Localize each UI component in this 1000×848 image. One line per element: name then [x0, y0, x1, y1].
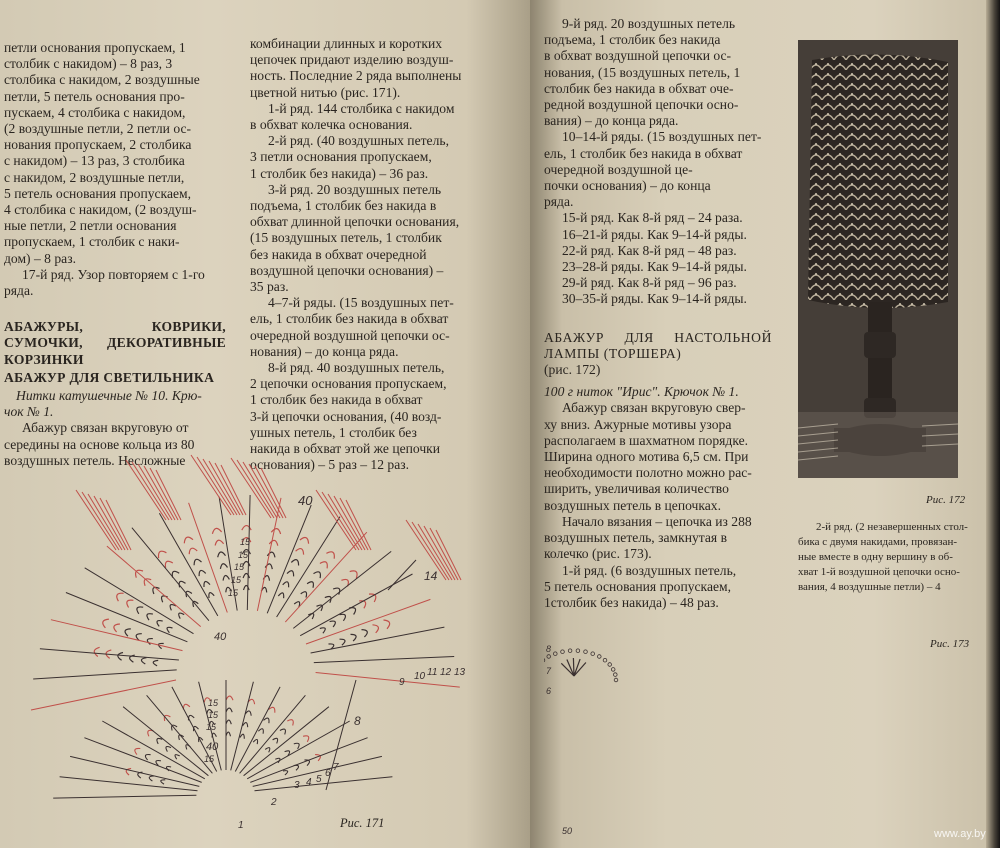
scallop-arc [125, 629, 131, 636]
scallop-arc [165, 561, 172, 568]
text-line: вания, 4 воздушные петли) – 4 [798, 581, 941, 593]
fig171-label-10: 10 [414, 671, 426, 682]
red-ray [334, 496, 365, 550]
text-line: Ширина одного мотива 6,5 см. При [544, 449, 749, 465]
crochet-diagram-173 [544, 622, 936, 842]
text-line: очередной воздушной це- [544, 161, 693, 177]
scallop-arc [158, 551, 166, 558]
red-ray [144, 466, 175, 520]
text-line: ряда. [544, 194, 574, 210]
text-line: 1-й ряд. 144 столбика с накидом [268, 100, 455, 116]
scallop-arc [283, 582, 289, 588]
text-line: основания) – 5 раз – 12 раз. [250, 457, 410, 473]
fig171-label-13: 13 [454, 667, 466, 678]
lamp-photo [798, 40, 958, 478]
lower-scallop [283, 771, 288, 775]
fig173-label-50: 50 [562, 826, 573, 836]
fig171-label-5: 5 [316, 774, 322, 785]
text-line: столбик без накида в обхват оче- [544, 80, 734, 96]
scallop-arc [141, 658, 146, 664]
text-line: (2 воздушные петли, 2 петли ос- [4, 121, 192, 137]
fig171-label-6: 6 [325, 768, 331, 779]
text-line: ность. Последние 2 ряда выполнены [250, 68, 462, 84]
left-col2-text [250, 36, 486, 473]
text-line: очередной воздушной цепочки ос- [250, 327, 450, 343]
text-line: пускаем, 4 столбика с накидом, [4, 104, 186, 120]
scallop-arc [340, 639, 345, 645]
stitch-stroke [561, 663, 574, 676]
lower-scallop [240, 734, 244, 739]
red-ray [346, 500, 371, 550]
text-line: 5 петель основания пропускаем, [544, 578, 732, 594]
chain-loop [33, 670, 177, 679]
red-ray [237, 460, 274, 518]
lower-scallop [269, 707, 275, 712]
text-line: Абажур связан вкруговую свер- [562, 400, 746, 416]
fig171-label-1: 1 [238, 820, 244, 830]
lower-scallop [145, 755, 150, 760]
scallop-arc [114, 624, 120, 632]
scallop-arc [170, 605, 176, 611]
lower-scallop [287, 720, 293, 726]
text-line: 4–7-й ряды. (15 воздушных пет- [268, 295, 454, 311]
red-ray [261, 468, 286, 518]
text-line: петли, 5 петель основания про- [4, 88, 185, 104]
chain-loop [85, 568, 194, 634]
text-line: 30–35-й ряды. Как 9–14-й ряды. [562, 291, 747, 307]
chain-dot [591, 652, 595, 656]
scallop-arc [384, 620, 390, 629]
watermark: www.ay.by [934, 828, 986, 840]
text-line: колечко (рис. 173). [544, 546, 652, 562]
text-line: воздушных петель в цепочках. [544, 497, 722, 513]
text-line: бика с двумя накидами, провязан- [798, 536, 958, 548]
text-line: 3 петли основания пропускаем, [250, 149, 432, 165]
lower-scallop [265, 748, 270, 753]
intro-line-3: воздушных петель. Несложные [4, 452, 186, 468]
chain-dot [603, 658, 607, 662]
fig171-label-15b: 15 [238, 550, 249, 560]
fig171-label-40a: 40 [298, 493, 313, 508]
section-heading: АБАЖУРЫ, КОВРИКИ, СУМОЧКИ, ДЕКОРАТИВНЫЕ КОРЗИНКИ [4, 319, 226, 367]
red-ray [82, 492, 119, 550]
lower-chain [53, 795, 196, 798]
text-line: ширить, увеличивая количество [544, 481, 729, 497]
text-line: Начало вязания – цепочка из 288 [562, 513, 752, 529]
red-ray [197, 457, 234, 515]
scallop-arc [300, 537, 309, 543]
diagram-173-marks [544, 649, 618, 682]
text-line: воздушной цепочки основания) – [250, 262, 444, 278]
lower-scallop [166, 747, 171, 752]
lower-chain [255, 777, 393, 791]
lower-scallop [226, 720, 231, 724]
materials-line-2: чок № 1. [4, 404, 54, 420]
chain-dot [608, 663, 612, 667]
text-line: 9-й ряд. 20 воздушных петель [562, 16, 736, 31]
text-line: вания) – до конца ряда. [544, 113, 679, 129]
text-line: воздушных петель, замкнутая в [544, 530, 727, 546]
lower-scallop [294, 743, 299, 749]
text-line: 2-й ряд. (40 воздушных петель, [268, 133, 449, 149]
scallop-arc [320, 628, 325, 633]
lower-scallop [273, 738, 278, 743]
lower-scallop [253, 739, 257, 744]
scallop-arc [271, 529, 280, 534]
fig173-label-8: 8 [546, 644, 552, 654]
lower-scallop [280, 729, 286, 734]
scallop-arc [220, 564, 227, 569]
text-line: с накидом) – 13 раз, 3 столбика [4, 153, 185, 169]
left-col1-text [4, 40, 226, 267]
row17-end: ряда. [4, 283, 34, 299]
scallop-arc [167, 627, 172, 632]
chain-loop [31, 680, 176, 710]
intro-line-2: середины на основе кольца из 80 [4, 436, 195, 452]
scallop-arc [127, 600, 134, 607]
text-line: ушных петель, 1 столбик без [250, 424, 417, 440]
red-ray [209, 461, 240, 515]
text-line: столбик с накидом) – 8 раз, 3 [4, 56, 173, 72]
fig171-label-15c: 15 [234, 562, 245, 572]
text-line: 29-й ряд. Как 8-й ряд – 96 раз. [562, 275, 737, 291]
fig171-label-15i: 15 [204, 754, 215, 764]
scallop-arc [172, 571, 179, 577]
table-lamp-materials: 100 г ниток "Ирис". Крючок № 1. [544, 384, 739, 400]
scallop-arc [209, 593, 214, 598]
scallop-arc [157, 621, 163, 627]
red-ray [249, 464, 280, 518]
text-line: ные петли, 2 петли основания [4, 218, 177, 234]
lower-chain [231, 682, 254, 771]
text-line: редной воздушной цепочки осно- [544, 97, 739, 113]
text-line: в обхват колечка основания. [250, 117, 413, 133]
fig171-label-15e: 15 [228, 588, 239, 598]
text-line: 23–28-й ряды. Как 9–14-й ряды. [562, 259, 747, 275]
chain-dot [614, 673, 618, 677]
right-column-2 [798, 520, 976, 595]
text-line: (15 воздушных петель, 1 столбик [250, 230, 442, 246]
text-line: 15-й ряд. Как 8-й ряд – 24 раза. [562, 210, 743, 226]
fig171-label-15g: 15 [208, 710, 219, 720]
lower-scallop [226, 696, 233, 700]
fig171-label-3: 3 [294, 780, 300, 791]
fig171-label-9: 9 [399, 677, 405, 688]
figure-172-caption: Рис. 172 [926, 494, 966, 506]
red-ray [156, 470, 181, 520]
scallop-arc [136, 634, 142, 641]
text-line: обхват длинной цепочки основания, [250, 214, 460, 230]
text-line: ель, 1 столбик без накида в обхват [250, 311, 449, 327]
scallop-arc [103, 619, 109, 628]
fig171-label-40b: 40 [214, 631, 227, 643]
text-line: 22-й ряд. Как 8-й ряд – 48 раз. [562, 242, 737, 258]
chain-dot [611, 668, 615, 672]
figure-173-caption: Рис. 173 [930, 638, 970, 650]
text-line: 1 столбик без накида) – 36 раз. [250, 165, 429, 181]
text-line: 10–14-й ряды. (15 воздушных пет- [562, 129, 762, 145]
intro-line-1: Абажур связан вкруговую от [22, 420, 189, 436]
lower-scallop [149, 776, 154, 781]
chain-dot [598, 655, 602, 659]
text-line: ху вниз. Ажурные мотивы узора [544, 416, 732, 432]
scallop-arc [147, 614, 153, 620]
table-lamp-body [544, 400, 772, 611]
text-line: необходимости полотно можно рас- [544, 465, 752, 481]
chain-dot [554, 652, 558, 656]
red-ray [436, 530, 461, 580]
scallop-arc [204, 582, 210, 587]
scallop-arc [278, 593, 283, 598]
chain-dot [547, 655, 551, 659]
crochet-diagram-171 [16, 450, 496, 830]
scallop-arc [117, 593, 124, 601]
lower-chain [244, 707, 329, 776]
scallop-arc [179, 613, 185, 619]
diagram-171-strokes [31, 455, 461, 798]
fig171-label-15f: 15 [208, 698, 219, 708]
stitch-stroke [573, 658, 574, 676]
lower-scallop [161, 780, 166, 784]
red-ray [221, 465, 246, 515]
text-line: располагаем в шахматном порядке. [544, 432, 749, 448]
table-lamp-heading-ref: (рис. 172) [544, 362, 601, 378]
text-line: пропускаем, 1 столбик с наки- [4, 234, 180, 250]
lower-scallop [243, 723, 248, 728]
text-line: в обхват воздушной цепочки ос- [544, 48, 732, 64]
scallop-arc [118, 653, 123, 661]
lower-chain [70, 756, 199, 786]
fig171-label-11: 11 [427, 667, 438, 678]
chain-loop [314, 657, 454, 663]
lower-chain [235, 687, 280, 772]
scallop-arc [291, 560, 298, 566]
scallop-arc [287, 571, 294, 577]
fig171-label-15a: 15 [240, 537, 251, 547]
right-page [530, 0, 988, 848]
scallop-arc [296, 549, 304, 555]
lower-chain [123, 707, 208, 776]
text-line: ные вместе в одну вершину в об- [798, 551, 953, 563]
text-line: с накидом, 2 воздушные петли, [4, 169, 185, 185]
scallop-arc [144, 579, 151, 586]
scallop-arc [351, 634, 357, 641]
text-line: 1столбик без накида) – 48 раз. [544, 594, 719, 610]
scallop-arc [350, 571, 357, 579]
text-line: ель, 1 столбик без накида в обхват [544, 145, 743, 161]
lower-scallop [226, 732, 231, 736]
scallop-arc [340, 614, 346, 620]
scallop-arc [314, 572, 321, 578]
text-line: 3-й ряд. 20 воздушных петель [268, 181, 442, 197]
fig171-label-15d: 15 [231, 575, 242, 585]
text-line: 2-й ряд. (2 незавершенных стол- [816, 521, 968, 533]
fig171-label-2: 2 [271, 797, 277, 808]
chain-loop [316, 673, 460, 688]
chain-dot [584, 650, 588, 654]
scallop-arc [212, 528, 221, 533]
scallop-arc [307, 582, 313, 588]
fig171-label-8: 8 [354, 714, 361, 728]
materials-line-1: Нитки катушечные № 10. Крю- [16, 388, 202, 404]
text-line: нования) – до конца ряда. [250, 343, 399, 359]
scallop-arc [330, 621, 336, 627]
scallop-arc [301, 592, 307, 598]
text-line: столбика с накидом, 2 воздушные [4, 72, 200, 88]
lower-scallop [303, 736, 309, 742]
text-line: 1 столбик без накида в обхват [250, 392, 423, 408]
text-line: 1-й ряд. (6 воздушных петель, [562, 562, 737, 578]
lower-scallop [157, 738, 162, 743]
text-line: цепочек придают изделию воздуш- [250, 52, 454, 68]
fig171-label-12: 12 [440, 667, 452, 678]
scallop-arc [199, 570, 206, 576]
table-lamp-heading: АБАЖУР ДЛЯ НАСТОЛЬНОЙ ЛАМПЫ (ТОРШЕРА) [544, 329, 772, 361]
chain-dot [576, 649, 580, 653]
lower-scallop [175, 755, 180, 760]
text-line: цветной нитью (рис. 171). [250, 84, 401, 100]
lamp-heading: АБАЖУР ДЛЯ СВЕТИЛЬНИКА [4, 369, 215, 385]
text-line: 5 петель основания пропускаем, [4, 185, 192, 201]
chain-dot [561, 650, 565, 654]
scallop-arc [194, 559, 201, 565]
stitch-stroke [574, 663, 586, 677]
scallop-arc [373, 625, 379, 633]
fig173-label-7: 7 [546, 666, 552, 676]
text-line: дом) – 8 раз. [4, 250, 76, 266]
scallop-arc [189, 548, 197, 554]
text-line: без накида в обхват очередной [250, 246, 427, 262]
red-ray [322, 492, 359, 550]
chain-loop [293, 551, 391, 628]
text-line: нования пропускаем, 2 столбика [4, 137, 192, 153]
lower-scallop [226, 708, 232, 712]
lower-chain [60, 777, 198, 791]
scallop-arc [184, 537, 193, 543]
scallop-arc [362, 630, 368, 637]
text-line: 3-й цепочки основания, (40 возд- [250, 408, 442, 424]
text-line: 16–21-й ряды. Как 9–14-й ряды. [562, 226, 747, 242]
fig171-label-14: 14 [424, 569, 438, 583]
lower-scallop [264, 718, 270, 723]
diagram-173-labels [546, 644, 572, 836]
red-ray [94, 496, 125, 550]
text-line: подъема, 1 столбик без накида в [250, 198, 437, 214]
text-line: 4 столбика с накидом, (2 воздуш- [4, 202, 197, 218]
scallop-arc [218, 552, 226, 557]
fig171-label-15h: 15 [206, 722, 217, 732]
scallop-arc [294, 602, 299, 608]
pointer-line [388, 560, 416, 590]
lower-scallop [183, 704, 190, 709]
text-line: подъема, 1 столбик без накида [544, 32, 721, 48]
scallop-arc [333, 588, 340, 595]
fig171-label-7: 7 [333, 762, 339, 773]
text-line: хват 1-й воздушной цепочки осно- [798, 566, 960, 578]
text-line: петли основания пропускаем, 1 [4, 40, 186, 55]
lower-scallop [258, 729, 263, 734]
book-edge [986, 0, 1000, 848]
chain-dot [614, 678, 618, 682]
right-col2-text [798, 520, 976, 595]
text-line: почки основания) – до конца [544, 178, 711, 194]
chain-loop [159, 513, 217, 616]
text-line: комбинации длинных и коротких [250, 36, 443, 51]
text-line: 35 раз. [250, 279, 289, 295]
scallop-arc [153, 660, 158, 666]
fig173-label-6: 6 [546, 686, 552, 696]
row17-text: 17-й ряд. Узор повторяем с 1-го [22, 266, 205, 282]
lamp-photo-image [798, 40, 958, 478]
red-ray [106, 500, 131, 550]
text-line: 2 цепочки основания пропускаем, [250, 376, 447, 392]
left-column-1 [4, 40, 226, 469]
text-line: нования, (15 воздушных петель, 1 [544, 64, 741, 80]
figure-171-caption: Рис. 171 [340, 816, 385, 830]
fig171-label-40c: 40 [206, 741, 219, 753]
scallop-arc [94, 647, 99, 656]
right-col1-text [544, 16, 772, 308]
scallop-arc [326, 552, 334, 559]
red-ray [132, 462, 169, 520]
lower-scallop [135, 748, 140, 754]
text-line: 8-й ряд. 40 воздушных петель, [268, 360, 445, 376]
scallop-arc [320, 562, 327, 569]
chain-dot [544, 658, 545, 662]
fig171-label-4: 4 [306, 777, 312, 788]
scallop-arc [137, 607, 143, 614]
scallop-arc [269, 540, 278, 545]
chain-dot [568, 649, 572, 653]
chain-loop [189, 503, 228, 613]
right-column-1 [544, 16, 772, 611]
text-line: накида в обхват этой же цепочки [250, 441, 441, 457]
left-column-2 [250, 36, 486, 473]
scallop-arc [223, 576, 229, 581]
stitch-stroke [574, 659, 580, 676]
scallop-arc [215, 540, 224, 545]
